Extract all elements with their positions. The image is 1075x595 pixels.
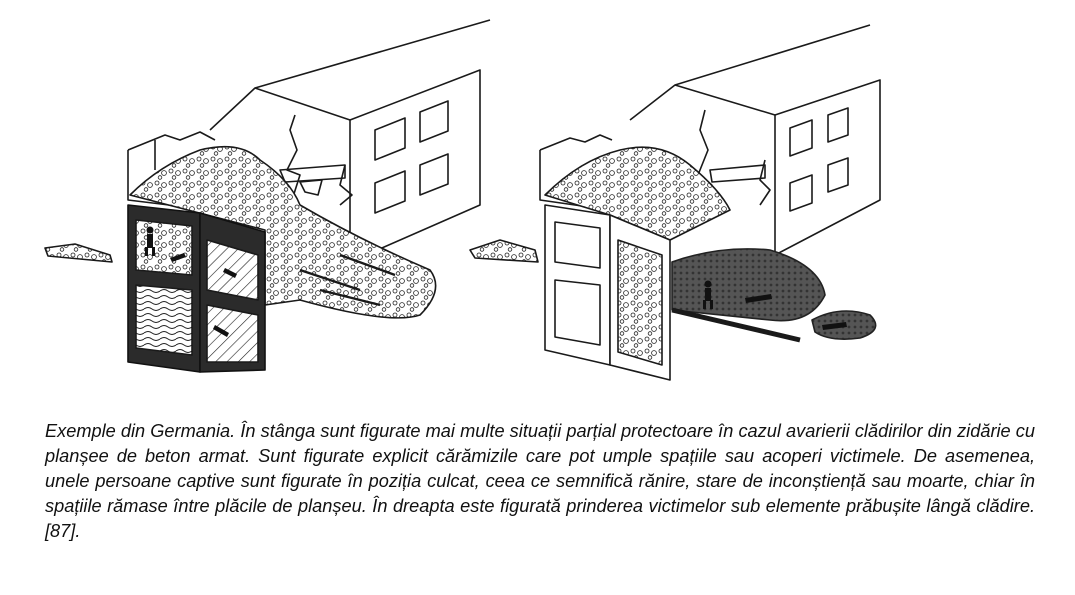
figure-caption: Exemple din Germania. În stânga sunt figurate mai multe situații parțial protectoare în cazul avarierii clădirilor din zidărie cu planșee de beton armat. Sunt figurate explicit cărămizile care pot umple spațiile sau acoperi victimele. De asemenea, unele persoane captive sunt figurate în poziția culcat, ceea ce semnifică rănire, stare de inconștiență sau moarte, chiar în spațiile rămase între plăcile de planșeu. În dreapta este figurată prinderea victimelor sub elemente prăbușite lângă clădire. [87]. xyxy=(45,421,1035,541)
collapsed-masonry-building-left-icon xyxy=(45,20,490,372)
collapsed-building-right-icon xyxy=(470,25,880,380)
